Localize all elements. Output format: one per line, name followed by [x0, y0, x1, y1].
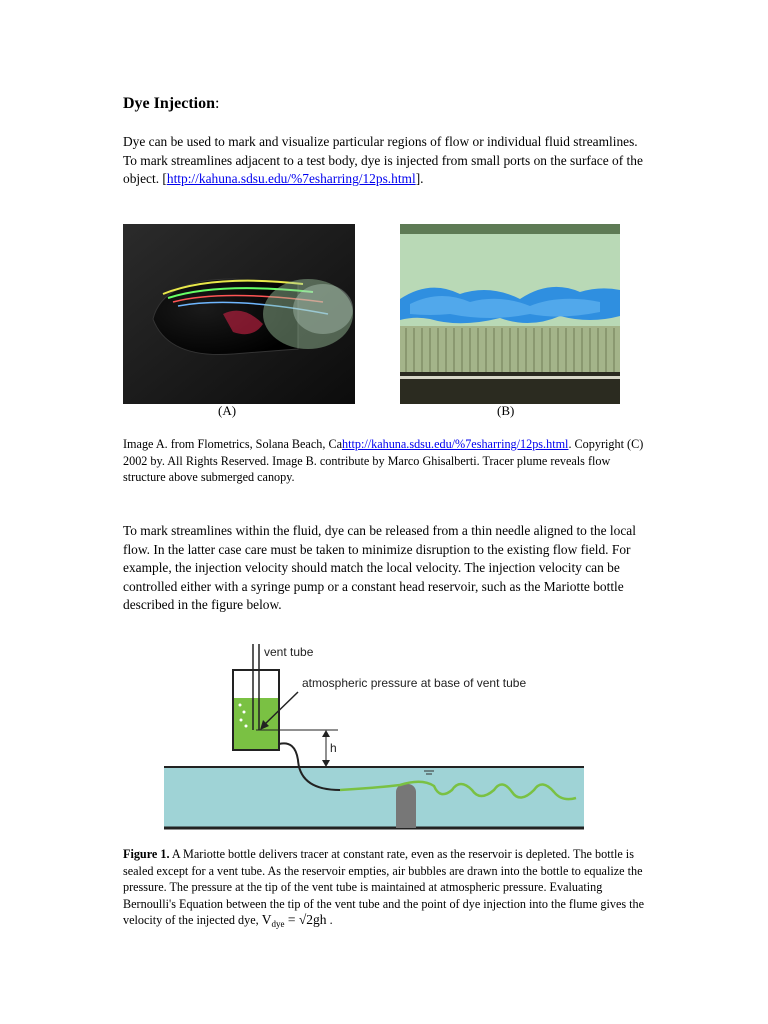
photo-a — [123, 224, 355, 404]
page-title: Dye Injection: — [123, 95, 220, 112]
image-caption-link[interactable]: http://kahuna.sdsu.edu/%7esharring/12ps.html — [341, 437, 569, 451]
intro-paragraph: Dye can be used to mark and visualize particular regions of flow or individual fluid streamlines. To mark streamlines adjacent to a test body, dye is injected from small ports on the surface of the object. [http://kahuna.sdsu.edu/%7esharring/12ps.html]. — [123, 134, 643, 186]
pressure-label: atmospheric pressure at base of vent tube — [302, 676, 527, 690]
vent-tube-label: vent tube — [264, 645, 314, 659]
mariotte-bottle-diagram — [160, 640, 590, 835]
source-link[interactable]: http://kahuna.sdsu.edu/%7esharring/12ps.html — [166, 171, 416, 186]
photo-b-label: (B) — [497, 403, 515, 418]
velocity-equation: $V_{dye} = √2gh$ — [261, 912, 327, 929]
h-label: h — [330, 741, 337, 755]
figure-caption: Figure 1. A Mariotte bottle delivers tracer at constant rate, even as the reservoir is depleted. The bottle is sealed except for a vent tube. As the reservoir empties, air bubbles are drawn into the bottle to equalize the pressure. The pressure at the tip of the vent tube is maintained at atmospheric pressure. Evaluating Bernoulli's Equation between the tip of the vent tube and the point of dye injection into the flume gives the velocity of the injected dye, $V_{dye} = √2gh$ . — [123, 847, 645, 929]
photo-a-label: (A) — [218, 403, 237, 418]
image-caption: Image A. from Flometrics, Solana Beach, Cahttp://kahuna.sdsu.edu/%7esharring/12ps.html. Copyright (C) 2002 by. All Rights Reserved. Image B. contribute by Marco Ghisalberti. Tracer plume reveals flow structure above submerged canopy. — [123, 437, 644, 484]
photo-b — [400, 224, 620, 404]
streamline-paragraph: To mark streamlines within the fluid, dye can be released from a thin needle aligned to the local flow. In the latter case care must be taken to minimize disruption to the existing flow field. For example, the injection velocity should match the local velocity. The injection velocity can be controlled either with a syringe pump or a constant head reservoir, such as the Mariotte bottle described in the figure below. — [123, 523, 636, 612]
